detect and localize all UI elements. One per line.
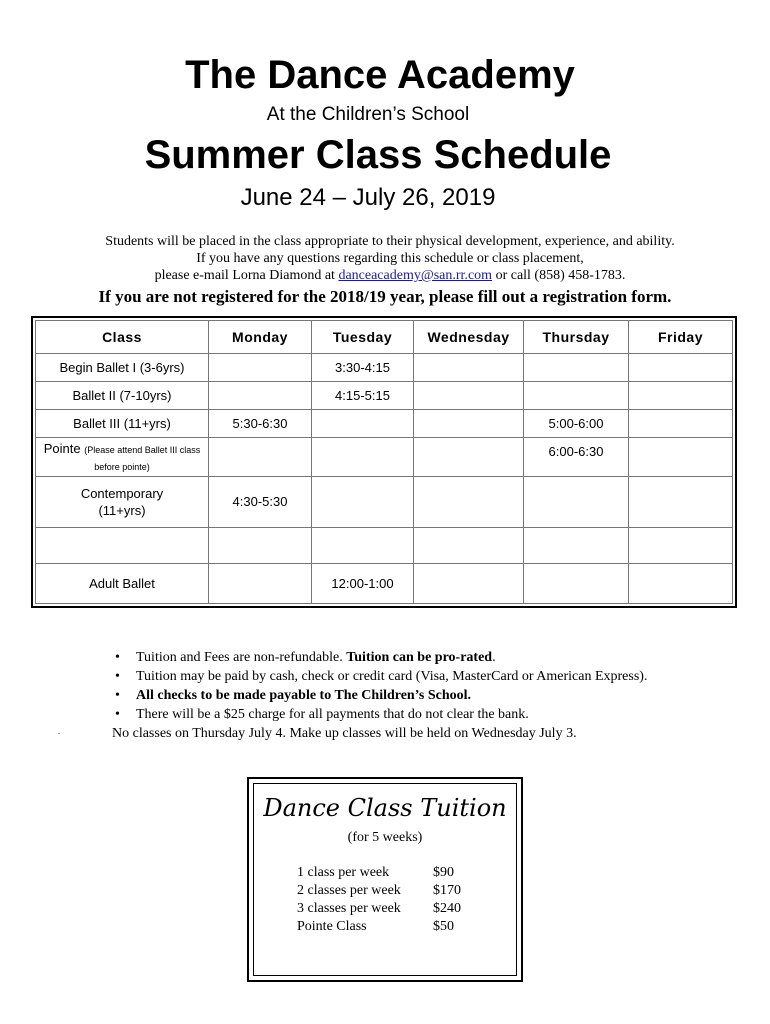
col-header-class: Class <box>36 321 209 354</box>
policy-list <box>112 648 732 743</box>
cell-wednesday <box>414 438 524 476</box>
class-name-text: Contemporary <box>80 485 164 501</box>
cell-tuesday <box>312 476 414 527</box>
cell-tuesday <box>312 527 414 563</box>
list-item <box>112 648 732 667</box>
tuition-box <box>247 777 523 982</box>
policy-text: . <box>492 650 496 665</box>
email-link[interactable]: danceacademy@san.rr.com <box>338 268 493 283</box>
schedule-table-frame <box>31 316 737 608</box>
cell-thursday <box>524 563 629 603</box>
intro-line-1: Students will be placed in the class appropriate to their physical development, experience, and ability. <box>105 234 675 249</box>
cell-wednesday <box>414 476 524 527</box>
page-subtitle: At the Children’s School <box>266 104 470 125</box>
cell-wednesday <box>414 354 524 382</box>
col-header-friday: Friday <box>629 321 733 354</box>
cell-thursday <box>524 476 629 527</box>
bullet-icon: • <box>115 688 120 703</box>
class-name-text: Pointe <box>43 441 81 457</box>
cell-monday <box>209 382 312 410</box>
table-row <box>36 438 733 476</box>
table-row <box>36 527 733 563</box>
class-name: Begin Ballet I (3-6yrs) <box>36 354 209 382</box>
list-item <box>297 918 461 936</box>
policy-bold-text: All checks to be made payable to The Children’s School. <box>136 688 471 703</box>
intro-line-3-suffix: or call (858) 458-1783. <box>492 268 626 283</box>
table-row <box>36 354 733 382</box>
cell-tuesday: 3:30-4:15 <box>312 354 414 382</box>
registration-notice: If you are not registered for the 2018/19 year, please fill out a registration form. <box>98 287 672 306</box>
cell-monday <box>209 563 312 603</box>
cell-monday <box>209 354 312 382</box>
class-name <box>36 438 209 476</box>
cell-thursday: 5:00-6:00 <box>524 410 629 438</box>
intro-text <box>0 233 770 284</box>
intro-line-3 <box>0 267 770 284</box>
tuition-price: $170 <box>433 883 461 898</box>
table-row <box>36 410 733 438</box>
class-name: Ballet II (7-10yrs) <box>36 382 209 410</box>
tuition-price: $240 <box>433 901 461 916</box>
cell-friday <box>629 354 733 382</box>
policy-text: Tuition may be paid by cash, check or credit card (Visa, MasterCard or American Express). <box>136 669 648 684</box>
cell-friday <box>629 476 733 527</box>
tuition-price-list <box>297 864 461 936</box>
intro-line-3-prefix: please e-mail Lorna Diamond at <box>154 268 339 283</box>
bullet-icon: • <box>115 707 120 722</box>
tuition-price: $90 <box>433 865 454 880</box>
class-age: (11+yrs) <box>98 502 146 518</box>
cell-tuesday <box>312 410 414 438</box>
tuition-subheading: (for 5 weeks) <box>347 830 423 845</box>
stray-dot: . <box>58 727 60 736</box>
cell-wednesday <box>414 382 524 410</box>
cell-thursday <box>524 382 629 410</box>
cell-monday <box>209 527 312 563</box>
cell-friday <box>629 527 733 563</box>
table-row <box>36 382 733 410</box>
cell-tuesday: 4:15-5:15 <box>312 382 414 410</box>
schedule-note: No classes on Thursday July 4. Make up classes will be held on Wednesday July 3. <box>112 726 577 741</box>
tuition-label: 3 classes per week <box>297 901 401 916</box>
schedule-table <box>35 320 733 604</box>
list-item <box>297 864 461 882</box>
list-item <box>112 667 732 686</box>
class-name: Ballet III (11+yrs) <box>36 410 209 438</box>
cell-thursday <box>524 527 629 563</box>
cell-friday <box>629 382 733 410</box>
cell-friday <box>629 563 733 603</box>
cell-thursday: 6:00-6:30 <box>524 438 629 476</box>
cell-wednesday <box>414 563 524 603</box>
bullet-icon: • <box>115 669 120 684</box>
tuition-label: 1 class per week <box>297 865 390 880</box>
schedule-dates: June 24 – July 26, 2019 <box>240 184 496 211</box>
list-item <box>112 686 732 705</box>
cell-monday: 5:30-6:30 <box>209 410 312 438</box>
col-header-tuesday: Tuesday <box>312 321 414 354</box>
list-item <box>297 900 461 918</box>
list-item <box>112 705 732 724</box>
page-title: The Dance Academy <box>185 53 575 97</box>
tuition-label: 2 classes per week <box>297 883 401 898</box>
tuition-label: Pointe Class <box>297 919 367 934</box>
class-name <box>36 476 209 527</box>
list-item <box>297 882 461 900</box>
table-row <box>36 476 733 527</box>
class-name <box>36 527 209 563</box>
class-name: Adult Ballet <box>36 563 209 603</box>
policy-bold-text: Tuition can be pro-rated <box>346 650 493 665</box>
cell-tuesday: 12:00-1:00 <box>312 563 414 603</box>
policy-text: Tuition and Fees are non-refundable. <box>136 650 347 665</box>
table-header-row <box>36 321 733 354</box>
col-header-monday: Monday <box>209 321 312 354</box>
cell-tuesday <box>312 438 414 476</box>
table-row <box>36 563 733 603</box>
class-note: (Please attend Ballet III class before pointe) <box>84 445 201 473</box>
bullet-icon: • <box>115 650 120 665</box>
cell-monday <box>209 438 312 476</box>
policy-text: There will be a $25 charge for all payments that do not clear the bank. <box>136 707 529 722</box>
tuition-price: $50 <box>433 919 454 934</box>
col-header-wednesday: Wednesday <box>414 321 524 354</box>
col-header-thursday: Thursday <box>524 321 629 354</box>
cell-wednesday <box>414 527 524 563</box>
schedule-title: Summer Class Schedule <box>144 133 612 177</box>
cell-wednesday <box>414 410 524 438</box>
tuition-heading: Dance Class Tuition <box>263 794 507 822</box>
cell-friday <box>629 438 733 476</box>
cell-friday <box>629 410 733 438</box>
cell-monday: 4:30-5:30 <box>209 476 312 527</box>
intro-line-2: If you have any questions regarding this schedule or class placement, <box>196 251 584 266</box>
cell-thursday <box>524 354 629 382</box>
